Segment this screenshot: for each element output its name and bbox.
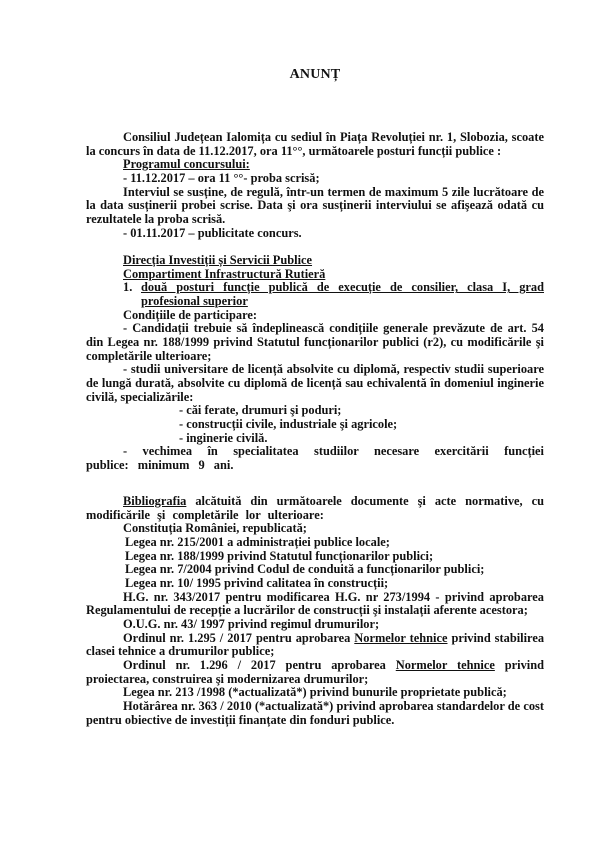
bibliography-item: O.U.G. nr. 43/ 1997 privind regimul drumurilor; — [123, 616, 380, 631]
position-text-wrap — [141, 281, 544, 308]
bibliography-ordin-1295 — [86, 632, 544, 659]
program-item-publicity: - 01.11.2017 – publicitate concurs. — [123, 225, 302, 240]
department-compartment-text: Compartiment Infrastructură Rutieră — [123, 266, 326, 281]
position-number: 1. — [123, 280, 133, 295]
bibliography-item: Legea nr. 10/ 1995 privind calitatea în construcții; — [125, 575, 389, 590]
intro-section — [86, 131, 544, 240]
bibliography-intro-text: alcătuită din următoarele documente şi acte normative, cu modificările şi completările lor ulterioare: — [86, 494, 544, 522]
program-item-written-exam: - 11.12.2017 – ora 11 °°- proba scrisă; — [123, 170, 320, 185]
position-item — [86, 281, 544, 308]
condition-general: - Candidații trebuie să îndeplinească condițiile generale prevăzute de art. 54 din Legea nr. 188/1999 privind Statutul funcționarilor publici (r2), cu modificările şi completările ulterioare; — [86, 321, 544, 363]
ordin-1295-text-b: privind stabilirea clasei tehnice a drumurilor publice; — [86, 630, 545, 659]
ordin-1295-text-a: Ordinul nr. 1.295 / 2017 pentru aprobarea — [123, 630, 355, 645]
bibliography-item: Legea nr. 7/2004 privind Codul de conduită a funcționarilor publici; — [125, 562, 485, 577]
bibliography-item: Constituția României, republicată; — [123, 521, 307, 536]
department-compartment — [86, 268, 544, 282]
ordin-1296-underlined: Normelor tehnice — [395, 657, 495, 672]
bibliography-item: Legea nr. 215/2001 a administrației publice locale; — [125, 534, 390, 549]
position-section — [86, 254, 544, 473]
bibliography-item: Legea nr. 188/1999 privind Statutul funcționarilor publici; — [125, 548, 434, 563]
bibliography-item: Legea nr. 213 /1998 (*actualizată*) privind bunurile proprietate publică; — [123, 685, 507, 700]
bibliography-section — [86, 495, 544, 727]
intro-paragraph: Consiliul Județean Ialomița cu sediul în Piața Revoluției nr. 1, Slobozia, scoate la concurs în data de 11.12.2017, ora 11°°, următoarele posturi funcții publice : — [86, 130, 544, 158]
program-heading — [86, 158, 544, 172]
specialization-item: - construcții civile, industriale şi agricole; — [179, 416, 398, 431]
program-heading-text: Programul concursului: — [123, 157, 250, 172]
conditions-heading: Condițiile de participare: — [123, 307, 257, 322]
bibliography-intro — [86, 495, 544, 522]
department-direction — [86, 254, 544, 268]
ordin-1295-underlined: Normelor tehnice — [354, 630, 448, 645]
document-title: ANUNȚ — [289, 67, 341, 82]
bibliography-item: Hotărârea nr. 363 / 2010 (*actualizată*) privind aprobarea standardelor de cost pentru obiective de investiții finanțate din fonduri publice. — [86, 698, 544, 727]
ordin-1296-text-a: Ordinul nr. 1.296 / 2017 pentru aprobarea — [123, 657, 396, 672]
specialization-item: - căi ferate, drumuri şi poduri; — [179, 403, 342, 418]
program-item-interview: Interviul se susține, de regulă, într-un termen de maximum 5 zile lucrătoare de la data susținerii probei scrise. Data şi ora susținerii interviului se afişează odată cu rezultatele la proba scrisă. — [86, 184, 544, 226]
bibliography-label: Bibliografia — [123, 494, 187, 508]
position-text: două posturi funcție publică de execuție de consilier, clasa I, grad profesional superior — [141, 280, 544, 308]
bibliography-item: H.G. nr. 343/2017 pentru modificarea H.G. nr 273/1994 - privind aprobarea Regulamentului de recepție a lucrărilor de construcții şi instalații aferente acestora; — [86, 589, 544, 618]
bibliography-ordin-1296 — [86, 659, 544, 686]
condition-seniority: - vechimea în specialitatea studiilor necesare exercitării funcției publice: minimum 9 ani. — [86, 444, 544, 472]
specialization-item: - inginerie civilă. — [179, 430, 268, 445]
condition-studies: - studii universitare de licență absolvite cu diplomă, respectiv studii superioare de lungă durată, absolvite cu diplomă de licență sau echivalentă în domeniul inginerie civilă, specializările: — [86, 362, 544, 404]
department-direction-text: Direcția Investiții și Servicii Publice — [123, 253, 313, 267]
ordin-1296-text-b: privind proiectarea, construirea şi modernizarea drumurilor; — [86, 657, 544, 686]
